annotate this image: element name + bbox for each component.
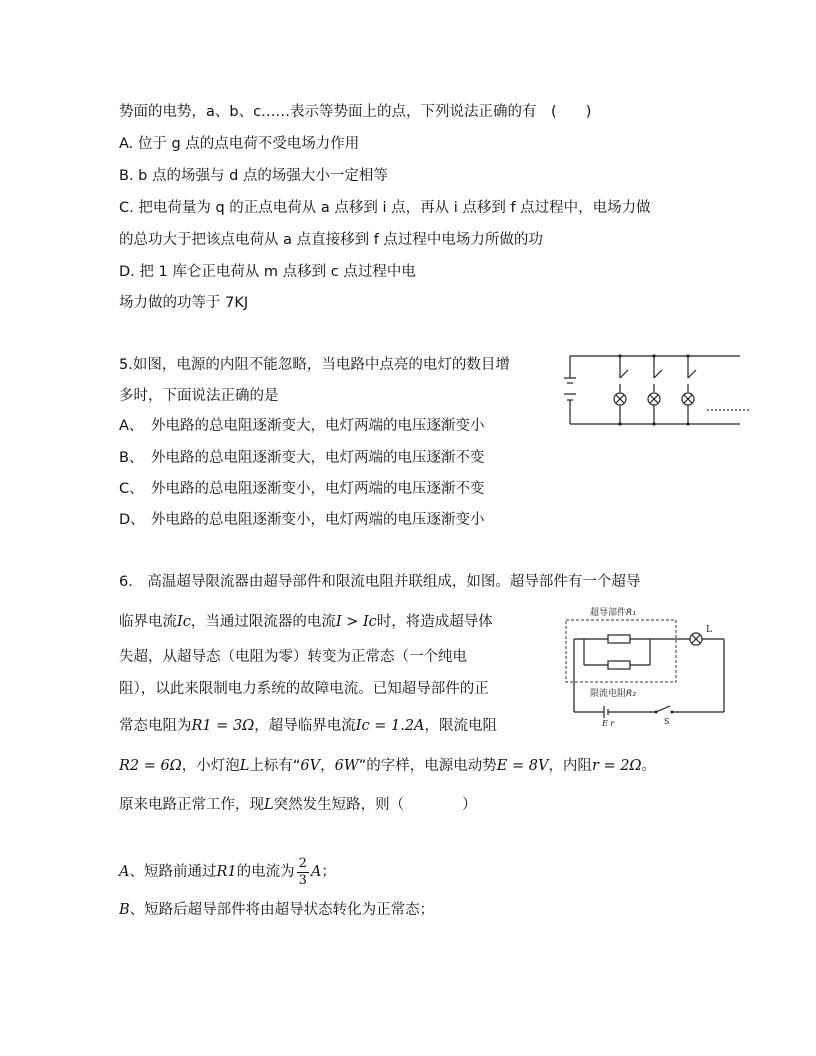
q6-condition: I > Ic bbox=[335, 614, 377, 630]
q5-circuit-figure bbox=[562, 350, 754, 430]
q6-line2 bbox=[119, 612, 493, 632]
q6-critical-current: Ic bbox=[177, 614, 191, 630]
q4-intro: 势面的电势，a、b、c……表示等势面上的点，下列说法正确的有 ( ) bbox=[119, 104, 592, 120]
q6-internal-resistance: r = 2Ω bbox=[591, 758, 642, 774]
q6-line3: 失超，从超导态（电阻为零）转变为正常态（一个纯电 bbox=[119, 649, 467, 665]
resistor-r1-bottom bbox=[608, 661, 630, 669]
lamp-branch-3 bbox=[682, 356, 696, 424]
q5-option-c bbox=[119, 479, 485, 499]
q6-text: ”的字样，电源电动势 bbox=[358, 758, 497, 774]
q4-option-c-cont: 的总功大于把该点电荷从 a 点直接移到 f 点过程中电场力所做的功 bbox=[119, 232, 543, 248]
limiter-label: 限流电阻R₂ bbox=[590, 689, 636, 699]
fraction-numerator: 2 bbox=[298, 855, 307, 871]
q6-text: ，超导临界电流 bbox=[254, 718, 356, 734]
resistor-r1-top bbox=[608, 635, 630, 643]
q6-option-b bbox=[119, 900, 434, 920]
q6-text: 突然发生短路，则（ ） bbox=[273, 797, 477, 813]
q6-option-a-unit: A bbox=[310, 864, 322, 880]
q4-option-d-cont: 场力做的功等于 7KJ bbox=[119, 295, 249, 311]
q6-text: 上标有“ bbox=[249, 758, 301, 774]
fraction-denominator: 3 bbox=[298, 872, 307, 888]
q4-option-a: A. 位于 g 点的点电荷不受电场力作用 bbox=[119, 136, 360, 152]
q5-option-d bbox=[119, 510, 485, 530]
q6-option-b-label: B bbox=[119, 902, 130, 918]
q5-option-d-text: 外电路的总电阻逐渐变小，电灯两端的电压逐渐变小 bbox=[151, 512, 485, 528]
q6-option-a-fraction bbox=[297, 856, 309, 889]
lamp-branch-2 bbox=[648, 356, 662, 424]
q5-option-a-text: 外电路的总电阻逐渐变大，电灯两端的电压逐渐变小 bbox=[151, 418, 485, 434]
lamp-branch-1 bbox=[614, 356, 628, 424]
q6-text: ； bbox=[321, 864, 336, 880]
q6-lamp-power: 6W bbox=[334, 758, 359, 774]
q6-text: 的电流为 bbox=[236, 864, 295, 880]
switch-label: S bbox=[664, 717, 670, 726]
q5-option-b bbox=[119, 448, 485, 468]
lamp-label: L bbox=[706, 625, 712, 635]
q5-option-a bbox=[119, 416, 485, 436]
q6-r1-value: R1 = 3Ω bbox=[191, 718, 255, 734]
q4-option-c: C. 把电荷量为 q 的正点电荷从 a 点移到 i 点，再从 i 点移到 f 点过程中，电场力做 bbox=[119, 200, 651, 216]
q6-text: 。 bbox=[641, 758, 656, 774]
superconductor-box bbox=[566, 620, 676, 682]
q5-option-d-label: D、 bbox=[119, 512, 145, 528]
q6-text: 临界电流 bbox=[119, 614, 177, 630]
q6-text: 时，将造成超导体 bbox=[376, 614, 493, 630]
q6-text: ，当通过限流器的电流 bbox=[190, 614, 336, 630]
source-label: E r bbox=[602, 719, 615, 728]
q5-option-c-text: 外电路的总电阻逐渐变小，电灯两端的电压逐渐不变 bbox=[151, 481, 485, 497]
q6-option-a-r1: R1 bbox=[216, 864, 237, 880]
q6-r2-value: R2 = 6Ω bbox=[119, 758, 182, 774]
q5-stem-line2: 多时，下面说法正确的是 bbox=[119, 388, 279, 404]
q6-option-a bbox=[119, 852, 336, 892]
q4-option-d: D. 把 1 库仑正电荷从 m 点移到 c 点过程中电 bbox=[119, 264, 416, 280]
q6-option-a-label: A bbox=[119, 864, 130, 880]
q6-emf: E = 8V bbox=[496, 758, 549, 774]
q5-stem-line1: 5.如图，电源的内阻不能忽略，当电路中点亮的电灯的数目增 bbox=[119, 357, 510, 373]
q6-line5 bbox=[119, 716, 497, 736]
q5-option-a-label: A、 bbox=[119, 418, 144, 434]
q6-ic-value: Ic = 1.2A bbox=[355, 718, 425, 734]
q5-option-b-text: 外电路的总电阻逐渐变大，电灯两端的电压逐渐不变 bbox=[151, 450, 485, 466]
q6-text: ，限流电阻 bbox=[424, 718, 498, 734]
q6-lamp: L bbox=[264, 797, 274, 813]
q6-text: ， bbox=[320, 758, 335, 774]
q5-option-c-label: C、 bbox=[119, 481, 144, 497]
q5-option-b-label: B、 bbox=[119, 450, 144, 466]
q6-text: ，小灯泡 bbox=[181, 758, 240, 774]
q6-lamp-voltage: 6V bbox=[300, 758, 321, 774]
q6-text: 原来电路正常工作，现 bbox=[119, 797, 264, 813]
superconductor-label: 超导部件R₁ bbox=[590, 608, 636, 618]
q6-circuit-figure bbox=[560, 602, 736, 728]
q4-option-b: B. b 点的场强与 d 点的场强大小一定相等 bbox=[119, 168, 388, 184]
q6-text: 、短路前通过 bbox=[129, 864, 217, 880]
q6-line6 bbox=[119, 756, 656, 776]
q6-text: ，内阻 bbox=[548, 758, 592, 774]
q6-line1: 6. 高温超导限流器由超导部件和限流电阻并联组成，如图。超导部件有一个超导 bbox=[119, 574, 641, 590]
q6-lamp: L bbox=[239, 758, 250, 774]
q6-line7 bbox=[119, 795, 477, 815]
q6-line4: 阻），以此来限制电力系统的故障电流。已知超导部件的正 bbox=[119, 681, 489, 697]
q6-text: 常态电阻为 bbox=[119, 718, 192, 734]
q6-text: 、短路后超导部件将由超导状态转化为正常态； bbox=[129, 902, 435, 918]
